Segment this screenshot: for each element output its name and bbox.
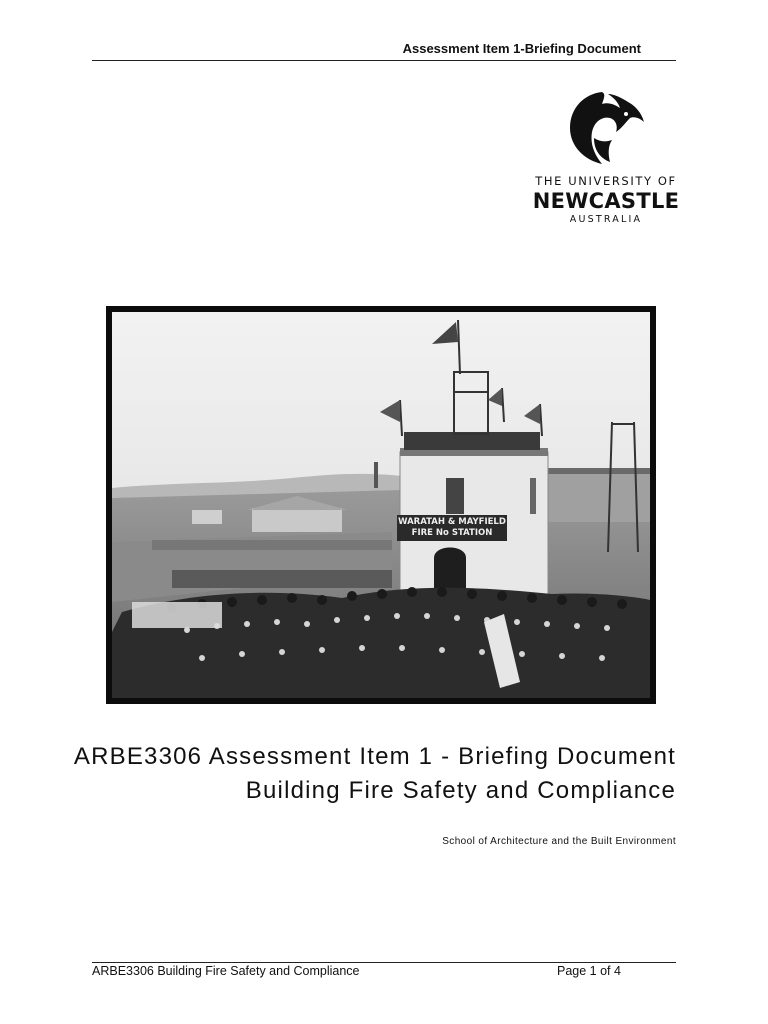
document-title-line2: Building Fire Safety and Compliance (245, 777, 676, 804)
header-divider (92, 60, 676, 61)
photo-sign-line1: WARATAH & MAYFIELD (398, 517, 506, 527)
footer-divider (92, 962, 676, 963)
document-title-line1: ARBE3306 Assessment Item 1 - Briefing Document (73, 743, 676, 770)
document-title (74, 740, 676, 808)
school-name: School of Architecture and the Built Environment (442, 836, 676, 847)
photo-sign-line2: FIRE No STATION (411, 528, 493, 538)
university-logo (530, 88, 682, 225)
running-header: Assessment Item 1-Briefing Document (402, 41, 641, 56)
logo-line-australia: AUSTRALIA (569, 214, 643, 225)
seahorse-crest-icon (564, 88, 648, 168)
logo-line-newcastle: NEWCASTLE (532, 189, 680, 213)
cover-photo (106, 306, 656, 704)
footer-page-number: Page 1 of 4 (557, 964, 621, 978)
footer-course: ARBE3306 Building Fire Safety and Compliance (92, 964, 360, 978)
fire-station-photo-illustration (112, 312, 650, 698)
logo-line-university-of: THE UNIVERSITY OF (535, 174, 677, 188)
photo-station-sign (397, 515, 507, 541)
